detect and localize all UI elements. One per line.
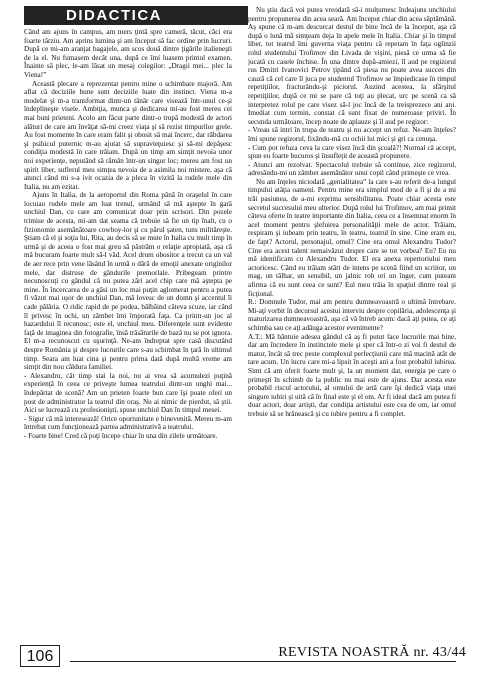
interview-question: R.: Domnule Tudor, mai am pentru dumneavoastră o ultimă întrebare. Mi-aţi vorbit în decursul acestui interviu despre copilăria, adolescenţa şi maturizarea dumneavoastră, aşa că vă întreb acum: dacă aţi putea, ce aţi schimba sau ce aţi adăuga acestor evenimente? (248, 298, 456, 332)
dialogue-line: - Alexandru, cât timp stai la noi, nu ai vrea să acumulezi puţină experienţă în ceea ce priveşte lumea teatrului dintr-un unghi mai... îndepărtat de scenă? Am un prieten foarte bun care îşi poate oferi un post de administrator la teatrul din oraş. Nu ai nimic de pierdut, să ştii. Aici se lucrează cu profesionişti, spuse unchiul Dan în timpul mesei. (24, 371, 232, 415)
page-number: 106 (20, 645, 60, 667)
dialogue-line: - Atunci am rezolvat. Spectacolul trebuie să continue, zice regizorul, adresându-mi un zâmbet asemănător unui copil când primeşte ce vrea. (248, 160, 456, 178)
left-column (24, 28, 232, 640)
section-title: DIDACTICA (24, 6, 248, 25)
footer-divider (70, 661, 456, 662)
right-column (248, 6, 456, 640)
paragraph: Când am ajuns în campus, am mers ţintă spre cameră, tăcut, căci era foarte târziu. Am aprins lumina şi am început să fac ordine prin lucruri. După ce mi-am aranjat bagajele, am scos două dintre ţigările italieneşti de la el. Nu fumasem decât una, după ce îmi luasem primul examen. Înainte să plec, le-am lăsat un mesaj colegilor: „Dragii mei... plec la Viena!” (24, 28, 232, 79)
magazine-title: REVISTA NOASTRĂ nr. 43/44 (250, 645, 466, 661)
dialogue-line: - Vreau să intri în trupa de teatru şi nu accept un refuz. Ne-am înţeles? îmi spune regizorul, fixându-mă cu ochii lui mici şi gri ca cenuşa. (248, 126, 456, 143)
paragraph: Nu am înţeles niciodată „genialitatea” la care s-au referit de-a lungul timpului atâţia oameni. Pentru mine era simplul mod de a fi şi de a mi trăi pasiunea, de a-mi exprima sensibilitatea. Poate chiar acesta este secretul succesului meu ulterior. După rolul lui Trofimov, am mai primit câteva oferte în teatre importante din Italia, ceea ce a însemnat enorm în acel moment pentru şlefuirea personalităţii mele de actor. Trăiam, respiram şi iubeam prin teatru, în teatru, teatrul în sine. Cine eram eu, de fapt? Actorul, personajul, omul? Cine era omul Alexandru Tudor? Cine era acest talent nemaivăzut despre care se tot vorbea? Eu? Eu nu mă identificam cu Alexandru Tudor. El era anexa repertoriului meu actoricesc. Când eu trăiam stări de intens pe scenă fiind un scriitor, un mag, un tâlhar, un sensibil, un jalnic rob ori un înger, cum puteam afirma că eu sunt ceea ce sunt? Eul meu trăia în spaţiul dintre real şi ficţional. (248, 177, 456, 298)
interview-answer: A.T.: Mă bântuie adesea gândul că aş fi putut face lucrurile mai bine, dar am încredere în instinctele mele şi sper că într-o zi voi fi destul de matur, încât să trec peste complexul perfecţiunii care mă macină atât de tare acum. Un lucru care mi-a lipsit în aceşti ani a fost probabil iubirea. Simt că am oferit foarte mult şi, la un moment dat, energia pe care o primeşti în schimb de la public nu mai este de ajuns. Dar acesta este probabil riscul actorului, al omului de artă care îşi dedică viaţa unei singure iubiri şi uită că în final este şi el om. Ar fi ideal dacă am putea fi doar actori, doar artişti, dar condiţia artistului este cea de om, iar omul trebuie să se hrănească şi cu iubire pentru a fi complet. (248, 332, 456, 418)
dialogue-line: - Sigur că mă interesează! Orice oportunitate e binevenită. Mereu m-am întrebat cum funcţionează partea administrativă a teatrului. (24, 414, 232, 432)
paragraph: Nu ştiu dacă voi putea vreodată să-i mulţumesc îndeajuns unchiului pentru propunerea din acea seară. Am început chiar din acea săptămână. Aş spune că m-am descurcat destul de bine încă de la început, aşa că după o lună mă simţeam deja în apele mele în Italia. Chiar şi în timpul liber, tot teatrul îmi guverna viaţa pentru că repetam în faţa oglinzii rolul studentului Trofimov din Livada de vişini, piesă ce urma să fie jucată cu casele închise. În una dintre după-amiezi, îl aud pe regizorul rus Dmitri Ivanovici Petrov ţipând că piesa nu poate avea succes din cauză că cel care îl juca pe studentul Trofimov se împiedicase în timpul repetiţiilor, fracturându-şi piciorul. Auzind acestea, la sfârşitul repetiţiilor, după ce mi se pare că toţi au plecat, urc pe scenă ca să interpretez rolul pe care visez să-l joc încă de la treisprezece ani ani. Imediat cum termin, constat că sunt fixat de numeroase priviri. În secunda următoare, încep noate de aplauze şi îl aud pe regizor: (248, 6, 456, 126)
dialogue-line: - Foarte bine! Cred că poţi începe chiar în una din zilele următoare. (24, 431, 218, 440)
paragraph: Ajuns în Italia, de la aeroportul din Roma până în oraşelul în care locuiau rudele mele am luat trenul, urmând să mă aştepte în gară unchiul Dan, cu care am comunicat doar prin scrisori. Din pozele trimise de acesta, mi-am dat seama că trebuie să fie un tip înalt, cu o fizionomie asemănătoare cowboy-lor şi cu părul şaten, tuns milităreşte. Ştiam că el şi soţia lui, Rita, au decis să se mute în Italia cu mult timp în urmă şi de aceea o fost mai greu să păstrăm o relaţie apropiată, aşa că mă bucuram foarte mult să-l văd. Acel drum obositor a trecut ca un val de aer rece prin vene lăsând în urmă o dără de emoţii anexate originilor mele, dar distruse de gândurile premorlale. Pribegeam printre necunoscuţi cu gândul că nu putea zări acel chip care mă aştepta pe mine. În încercarea de a găsi un loc mai puţin aglomerat pentru a putea fi văzut mai uşor de unchiul Dan, mă lovesc de un domn şi accentul îi cade pălăria. O ridic rapid de pe podea, bâlbâind câteva scuze, iar când îl privesc în ochi, un zâmbet îmi împorată faţa. Ca printr-un joc al hazardului îl recunosc; este el, unchiul meu. Diferenţele sunt evidente faţă de imaginea din fotografie, însă trăsăturile de bază nu se pot ignora. El m-a recunoscut cu uşurinţă. Ne-am îndreptat spre casă discutând despre România şi despre lucrurile care s-au schimbat în ţară în ultimul timp. Seara am luat cina şi pentru prima dată după multă vreme am simţit din nou căldura familiei. (24, 191, 232, 372)
dialogue-line: - Cum pot refuza ceva la care visez încă din şcoală?! Normal că accept, spun eu foarte bucuros şi însufleţit de această propunere. (248, 143, 456, 161)
paragraph: Această plecare a reprezentat pentru mine o schimbare majoră. Am aflat că deciziile bune sunt deciziile luate din instinct. Viena m-a modelat şi m-a transformat dintr-un tânăr care visează într-unul ce-şi îndeplineşte visele. Ambiţia, munca şi dedicarea mi-au fost mereu cei mai buni prieteni. Acolo am făcut parte dintr-o trupă modestă de actori alături de care am învăţat să-mi creez viaţa şi să rezist timpurilor grele. Au fost momente în care eram falit şi obosit să mai încerc, dar răbdarea şi psihicul puternic m-au ajutat să supravieţuiesc şi să-mi depăşesc condiţia modestă în care trăiam. După un timp am simţit nevoia unor noi experienţe, neputând să rămân într-un singur loc; mereu am fost un spirit liber, suflerul meu simţea nevoia de a asimila noi mistere, aşa că atunci când mi s-a ivit ocazia de a pleca în vizită la rudele mele din Italia, nu am ezitat. (24, 79, 232, 191)
